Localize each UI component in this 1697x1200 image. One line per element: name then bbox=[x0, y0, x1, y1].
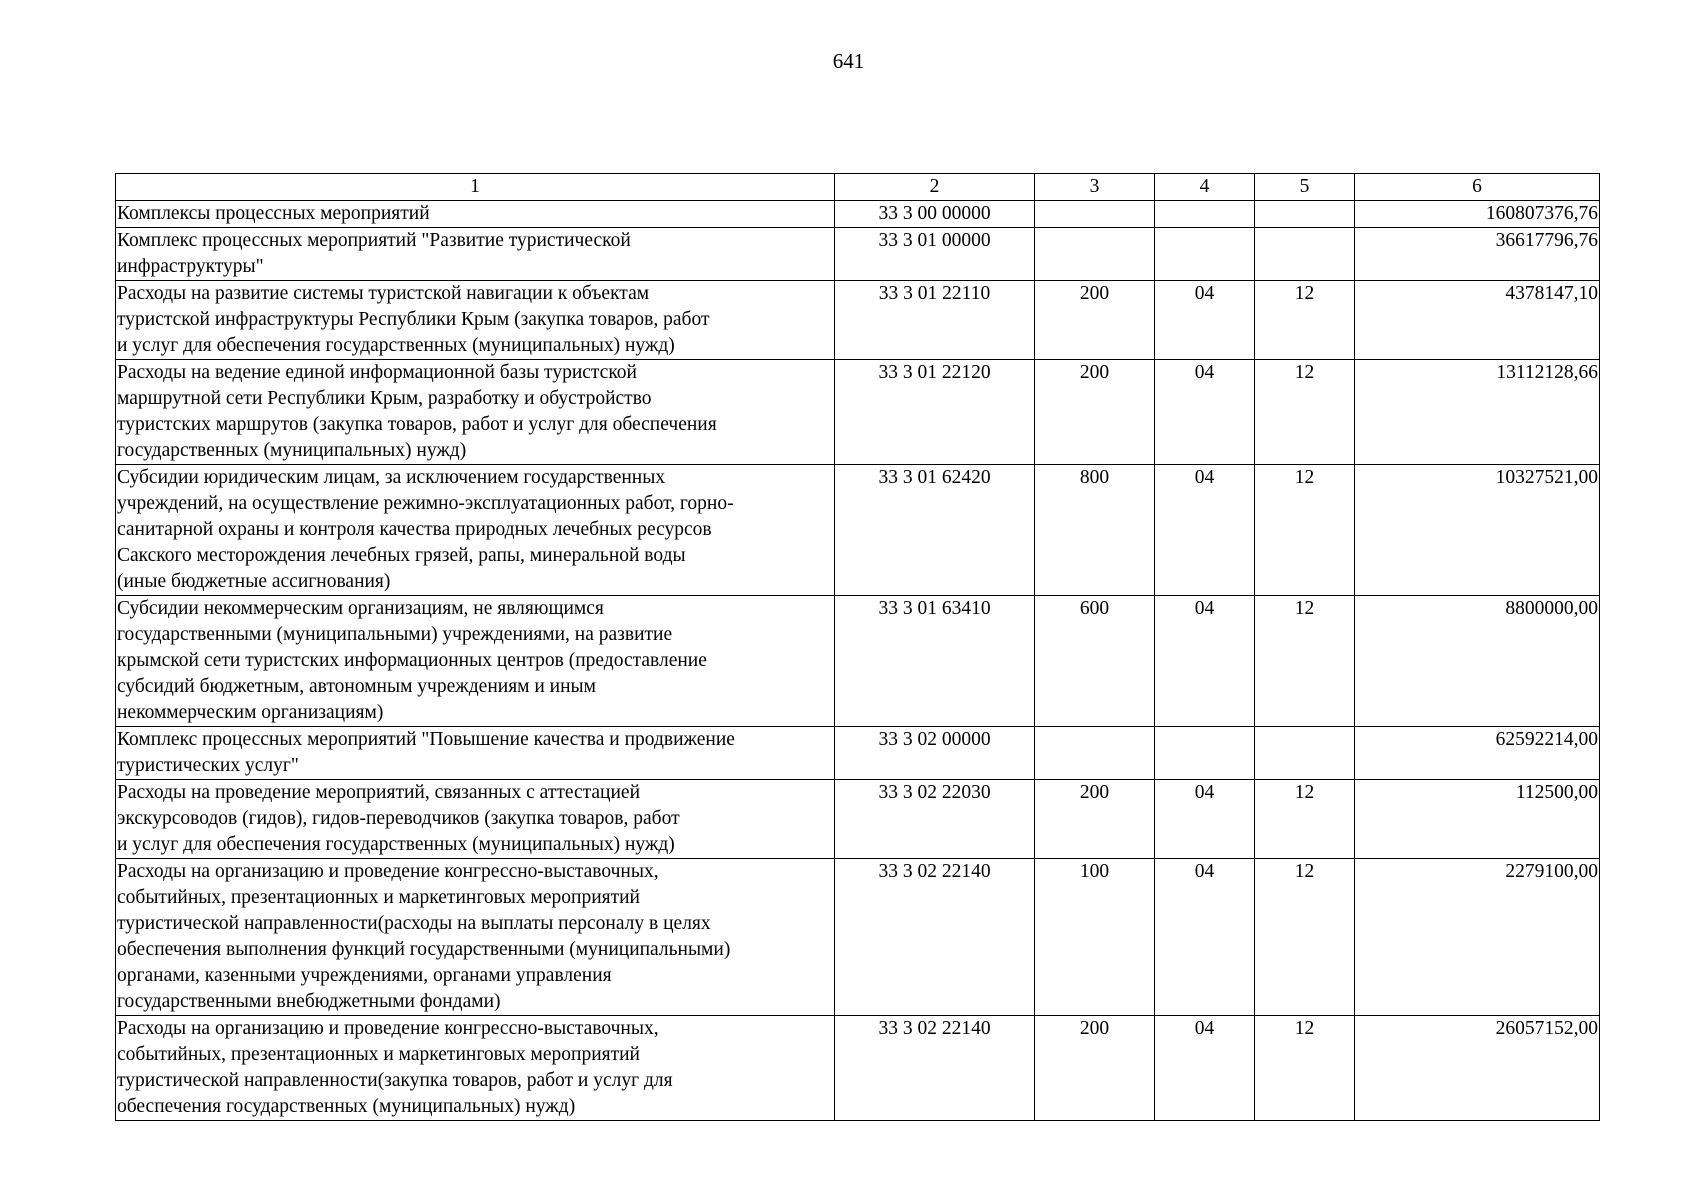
subsection: 12 bbox=[1255, 1016, 1355, 1121]
header-cell-4: 4 bbox=[1155, 174, 1255, 201]
table-body bbox=[116, 201, 1600, 1121]
amount: 13112128,66 bbox=[1355, 360, 1600, 465]
amount: 2279100,00 bbox=[1355, 859, 1600, 1016]
amount: 112500,00 bbox=[1355, 780, 1600, 859]
expense-type: 100 bbox=[1035, 859, 1155, 1016]
amount: 10327521,00 bbox=[1355, 465, 1600, 596]
table-row bbox=[116, 360, 1600, 465]
classification-code: 33 3 00 00000 bbox=[835, 201, 1035, 228]
expense-type: 200 bbox=[1035, 360, 1155, 465]
section: 04 bbox=[1155, 596, 1255, 727]
expense-type: 600 bbox=[1035, 596, 1155, 727]
expense-name: Расходы на организацию и проведение конгрессно-выставочных, событийных, презентационных и маркетинговых мероприятий туристической направленности(закупка товаров, работ и услуг для обеспечения государственных (муниципальных) нужд) bbox=[116, 1016, 835, 1121]
classification-code: 33 3 02 22140 bbox=[835, 1016, 1035, 1121]
subsection bbox=[1255, 201, 1355, 228]
expense-type: 200 bbox=[1035, 780, 1155, 859]
classification-code: 33 3 01 63410 bbox=[835, 596, 1035, 727]
table-row bbox=[116, 596, 1600, 727]
expense-name: Субсидии некоммерческим организациям, не являющимся государственными (муниципальными) учреждениями, на развитие крымской сети туристских информационных центров (предоставление субсидий бюджетным, автономным учреждениям и иным некоммерческим организациям) bbox=[116, 596, 835, 727]
expense-type bbox=[1035, 727, 1155, 780]
header-cell-2: 2 bbox=[835, 174, 1035, 201]
classification-code: 33 3 02 22030 bbox=[835, 780, 1035, 859]
amount: 26057152,00 bbox=[1355, 1016, 1600, 1121]
classification-code: 33 3 01 22120 bbox=[835, 360, 1035, 465]
expense-name: Комплекс процессных мероприятий "Развитие туристической инфраструктуры" bbox=[116, 228, 835, 281]
table-row bbox=[116, 780, 1600, 859]
classification-code: 33 3 02 00000 bbox=[835, 727, 1035, 780]
table-row bbox=[116, 465, 1600, 596]
amount: 36617796,76 bbox=[1355, 228, 1600, 281]
subsection bbox=[1255, 228, 1355, 281]
header-row bbox=[116, 174, 1600, 201]
expense-name: Расходы на ведение единой информационной базы туристской маршрутной сети Республики Крым, разработку и обустройство туристских маршрутов (закупка товаров, работ и услуг для обеспечения государственных (муниципальных) нужд) bbox=[116, 360, 835, 465]
subsection bbox=[1255, 727, 1355, 780]
table-row bbox=[116, 859, 1600, 1016]
expense-name: Комплекс процессных мероприятий "Повышение качества и продвижение туристических услуг" bbox=[116, 727, 835, 780]
expense-name: Расходы на развитие системы туристской навигации к объектам туристской инфраструктуры Республики Крым (закупка товаров, работ и услуг для обеспечения государственных (муниципальных) нужд) bbox=[116, 281, 835, 360]
classification-code: 33 3 01 62420 bbox=[835, 465, 1035, 596]
budget-table bbox=[115, 173, 1600, 1121]
expense-name: Субсидии юридическим лицам, за исключением государственных учреждений, на осуществление режимно-эксплуатационных работ, горно- санитарной охраны и контроля качества природных лечебных ресурсов Сакского месторождения лечебных грязей, рапы, минеральной воды (иные бюджетные ассигнования) bbox=[116, 465, 835, 596]
subsection: 12 bbox=[1255, 465, 1355, 596]
expense-type: 200 bbox=[1035, 1016, 1155, 1121]
header-cell-5: 5 bbox=[1255, 174, 1355, 201]
subsection: 12 bbox=[1255, 281, 1355, 360]
expense-type bbox=[1035, 228, 1155, 281]
expense-name: Расходы на организацию и проведение конгрессно-выставочных, событийных, презентационных и маркетинговых мероприятий туристической направленности(расходы на выплаты персоналу в целях обеспечения выполнения функций государственными (муниципальными) органами, казенными учреждениями, органами управления государственными внебюджетными фондами) bbox=[116, 859, 835, 1016]
header-cell-6: 6 bbox=[1355, 174, 1600, 201]
section: 04 bbox=[1155, 1016, 1255, 1121]
expense-name: Комплексы процессных мероприятий bbox=[116, 201, 835, 228]
table-row bbox=[116, 281, 1600, 360]
amount: 160807376,76 bbox=[1355, 201, 1600, 228]
expense-type: 200 bbox=[1035, 281, 1155, 360]
table-row bbox=[116, 727, 1600, 780]
expense-type: 800 bbox=[1035, 465, 1155, 596]
section bbox=[1155, 201, 1255, 228]
section: 04 bbox=[1155, 281, 1255, 360]
section: 04 bbox=[1155, 859, 1255, 1016]
subsection: 12 bbox=[1255, 596, 1355, 727]
subsection: 12 bbox=[1255, 360, 1355, 465]
table-row bbox=[116, 201, 1600, 228]
section bbox=[1155, 228, 1255, 281]
amount: 8800000,00 bbox=[1355, 596, 1600, 727]
header-cell-1: 1 bbox=[116, 174, 835, 201]
expense-name: Расходы на проведение мероприятий, связанных с аттестацией экскурсоводов (гидов), гидов-переводчиков (закупка товаров, работ и услуг для обеспечения государственных (муниципальных) нужд) bbox=[116, 780, 835, 859]
section: 04 bbox=[1155, 360, 1255, 465]
classification-code: 33 3 02 22140 bbox=[835, 859, 1035, 1016]
subsection: 12 bbox=[1255, 859, 1355, 1016]
amount: 4378147,10 bbox=[1355, 281, 1600, 360]
subsection: 12 bbox=[1255, 780, 1355, 859]
section bbox=[1155, 727, 1255, 780]
section: 04 bbox=[1155, 780, 1255, 859]
classification-code: 33 3 01 22110 bbox=[835, 281, 1035, 360]
amount: 62592214,00 bbox=[1355, 727, 1600, 780]
table-row bbox=[116, 1016, 1600, 1121]
table-row bbox=[116, 228, 1600, 281]
classification-code: 33 3 01 00000 bbox=[835, 228, 1035, 281]
section: 04 bbox=[1155, 465, 1255, 596]
expense-type bbox=[1035, 201, 1155, 228]
header-cell-3: 3 bbox=[1035, 174, 1155, 201]
page-number: 641 bbox=[832, 49, 865, 73]
